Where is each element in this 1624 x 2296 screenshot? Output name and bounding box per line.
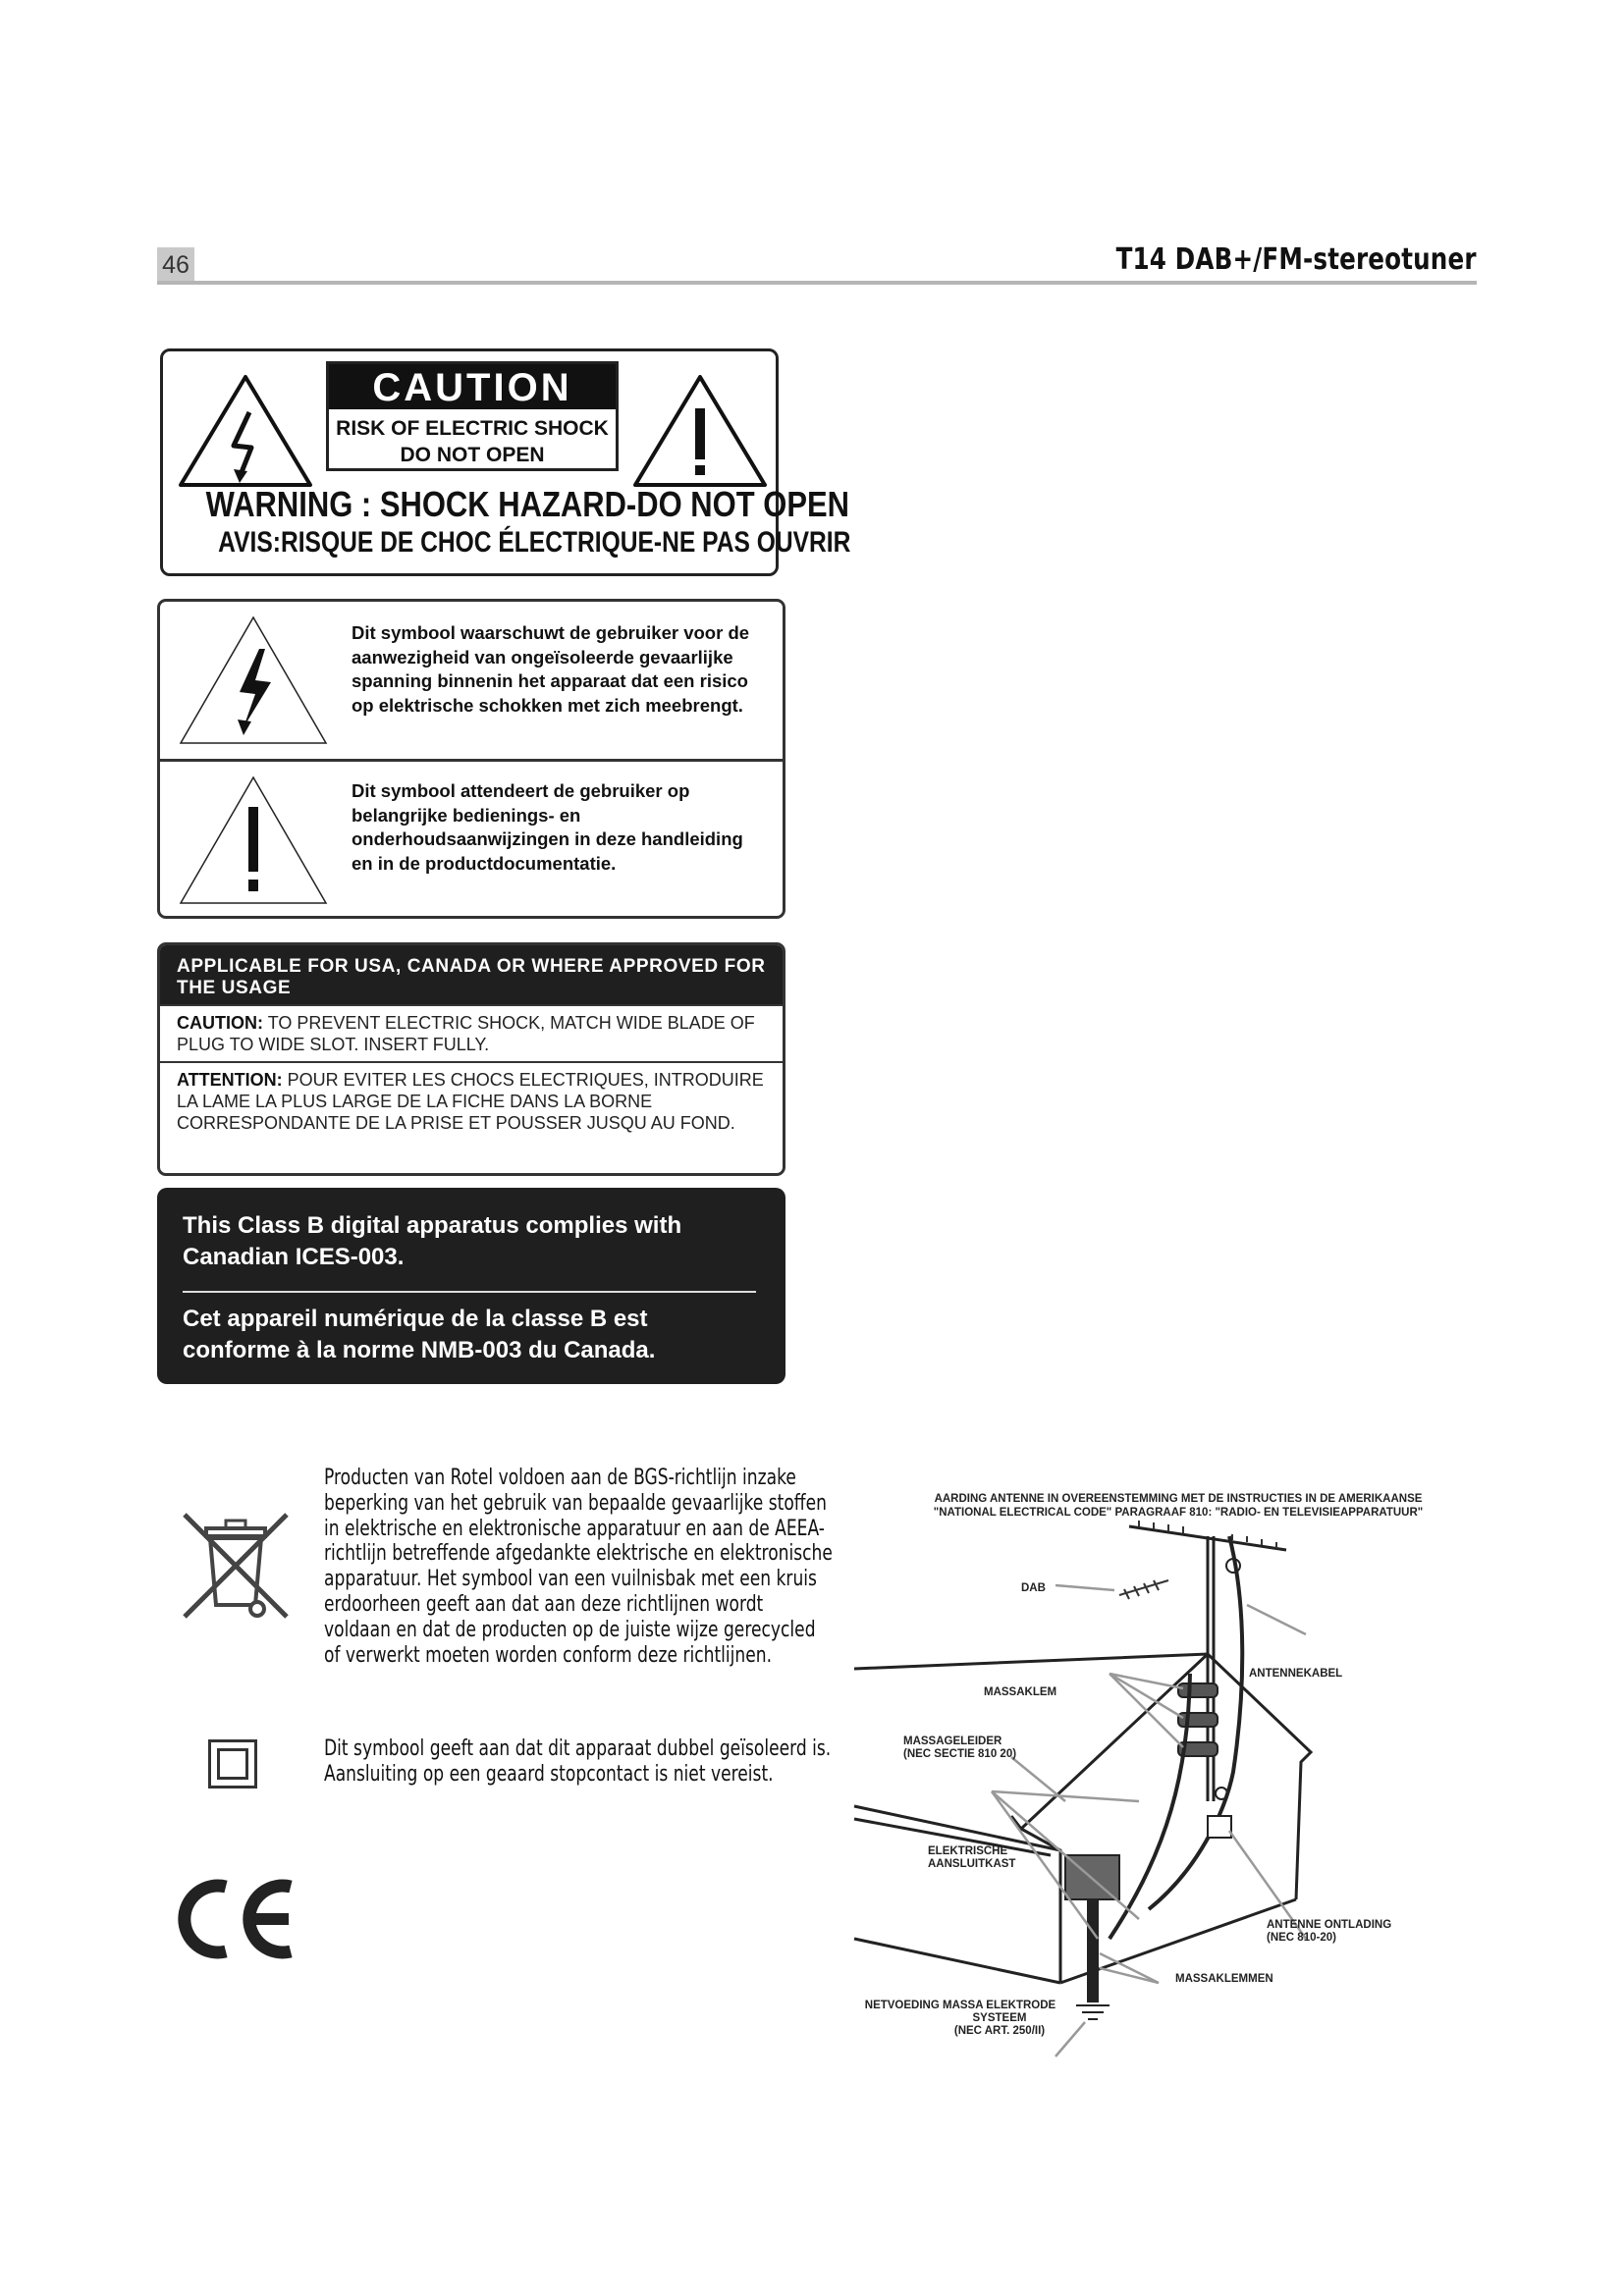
- warning-french: AVIS:RISQUE DE CHOC ÉLECTRIQUE-NE PAS OUVRIR: [218, 526, 851, 559]
- double-insulation-text: [324, 1735, 831, 1787]
- exclamation-warning-icon: [631, 373, 769, 489]
- label-massaklemmen: MASSAKLEMMEN: [1175, 1973, 1273, 1985]
- plug-attention-label: ATTENTION:: [177, 1070, 283, 1090]
- label-massageleider-1: MASSAGELEIDER: [903, 1735, 1002, 1747]
- ce-mark-icon: [165, 1865, 302, 1973]
- plug-caution-label: CAUTION:: [177, 1013, 263, 1033]
- ices-french: Cet appareil numérique de la classe B est conforme à la norme NMB-003 du Canada.: [183, 1306, 656, 1363]
- antenna-grounding-diagram: [844, 1477, 1473, 2066]
- page-number: 46: [157, 247, 194, 283]
- ices-english: This Class B digital apparatus complies with Canadian ICES-003.: [183, 1212, 682, 1270]
- weee-text: [324, 1465, 833, 1668]
- label-elektrode: [852, 2000, 1068, 2038]
- plug-attention: [160, 1061, 783, 1134]
- exclamation-symbol-row: [160, 762, 783, 919]
- weee-paragraph: Producten van Rotel voldoen aan de BGS-richtlijn inzake beperking van het gebruik van bepaalde gevaarlijke stoffen in elektrische en elektronische apparatuur en aan de AEEA-richtlijn betreffende afgedankte elektrische en elektronische apparatuur. Het symbool van een vuilnisbak met een kruis erdoorheen geeft aan dat aan deze richtlijnen wordt voldaan en dat de producten op de juiste wijze gerecycled of verwerkt moeten worden conform deze richtlijnen.: [324, 1465, 833, 1668]
- label-elektrode-2: SYSTEEM: [972, 2012, 1027, 2024]
- lightning-triangle-icon: [175, 612, 332, 749]
- antenna-diagram-title-2: "NATIONAL ELECTRICAL CODE" PARAGRAAF 810: "RADIO- EN TELEVISIEAPPARATUUR": [933, 1507, 1424, 1519]
- caution-heading: CAUTION: [329, 364, 616, 409]
- label-massaklem: MASSAKLEM: [984, 1686, 1057, 1698]
- plug-caution-text: TO PREVENT ELECTRIC SHOCK, MATCH WIDE BLADE OF PLUG TO WIDE SLOT. INSERT FULLY.: [177, 1013, 755, 1054]
- exclamation-triangle-icon: [175, 772, 332, 909]
- document-title: T14 DAB+/FM-stereotuner: [1115, 242, 1477, 277]
- plug-notice: [157, 942, 785, 1176]
- lightning-warning-icon: [177, 373, 314, 489]
- double-insulated-square-icon: [208, 1739, 257, 1789]
- plug-caution: [160, 1004, 783, 1061]
- label-aansluitkast: [928, 1845, 1015, 1871]
- caution-line-1: RISK OF ELECTRIC SHOCK: [336, 417, 609, 440]
- antenna-diagram-title-1: AARDING ANTENNE IN OVEREENSTEMMING MET DE INSTRUCTIES IN DE AMERIKAANSE: [934, 1493, 1423, 1505]
- caution-line-2: DO NOT OPEN: [400, 444, 545, 466]
- crossed-out-wheelie-bin-icon: [177, 1507, 295, 1625]
- plug-attention-text: POUR EVITER LES CHOCS ELECTRIQUES, INTRODUIRE LA LAME LA PLUS LARGE DE LA FICHE DANS LA BORNE CORRESPONDANTE DE LA PRISE ET POUSSER JUSQU AU FOND.: [177, 1070, 764, 1133]
- label-aansluitkast-2: AANSLUITKAST: [928, 1858, 1016, 1870]
- ices-notice: [157, 1188, 785, 1384]
- label-aansluitkast-1: ELEKTRISCHE: [928, 1845, 1008, 1857]
- caution-heading-box: [326, 361, 619, 471]
- lightning-symbol-row: [160, 602, 783, 762]
- label-elektrode-1: NETVOEDING MASSA ELEKTRODE: [864, 2000, 1056, 2011]
- label-elektrode-3: (NEC ART. 250/II): [953, 2025, 1046, 2037]
- double-insulation-line-2: Aansluiting op een geaard stopcontact is niet vereist.: [324, 1761, 774, 1787]
- warning-english: WARNING : SHOCK HAZARD-DO NOT OPEN: [205, 484, 849, 524]
- double-insulation-line-1: Dit symbool geeft aan dat dit apparaat dubbel geïsoleerd is.: [324, 1735, 832, 1761]
- exclamation-symbol-text: Dit symbool attendeert de gebruiker op belangrijke bedienings- en onderhoudsaanwijzingen in deze handleiding en in de productdocumentatie.: [352, 780, 743, 874]
- lightning-symbol-text: Dit symbool waarschuwt de gebruiker voor de aanwezigheid van ongeïsoleerde gevaarlijke spanning binnenin het apparaat dat een risico op elektrische schokken met zich meebrengt.: [352, 622, 750, 716]
- label-massageleider-2: (NEC SECTIE 810 20): [903, 1748, 1017, 1760]
- header-rule: [157, 281, 1477, 285]
- label-antenne-ontlading: [1267, 1919, 1391, 1945]
- label-antennekabel: ANTENNEKABEL: [1249, 1668, 1343, 1680]
- caution-label: [160, 348, 851, 576]
- label-massageleider: [903, 1735, 1016, 1761]
- ices-divider: [183, 1291, 756, 1293]
- label-ontlading-2: (NEC 810-20): [1267, 1932, 1336, 1944]
- plug-notice-heading: APPLICABLE FOR USA, CANADA OR WHERE APPROVED FOR THE USAGE: [160, 945, 783, 1004]
- label-ontlading-1: ANTENNE ONTLADING: [1267, 1919, 1392, 1931]
- symbol-explanations: [157, 599, 785, 919]
- label-dab: DAB: [1021, 1582, 1046, 1594]
